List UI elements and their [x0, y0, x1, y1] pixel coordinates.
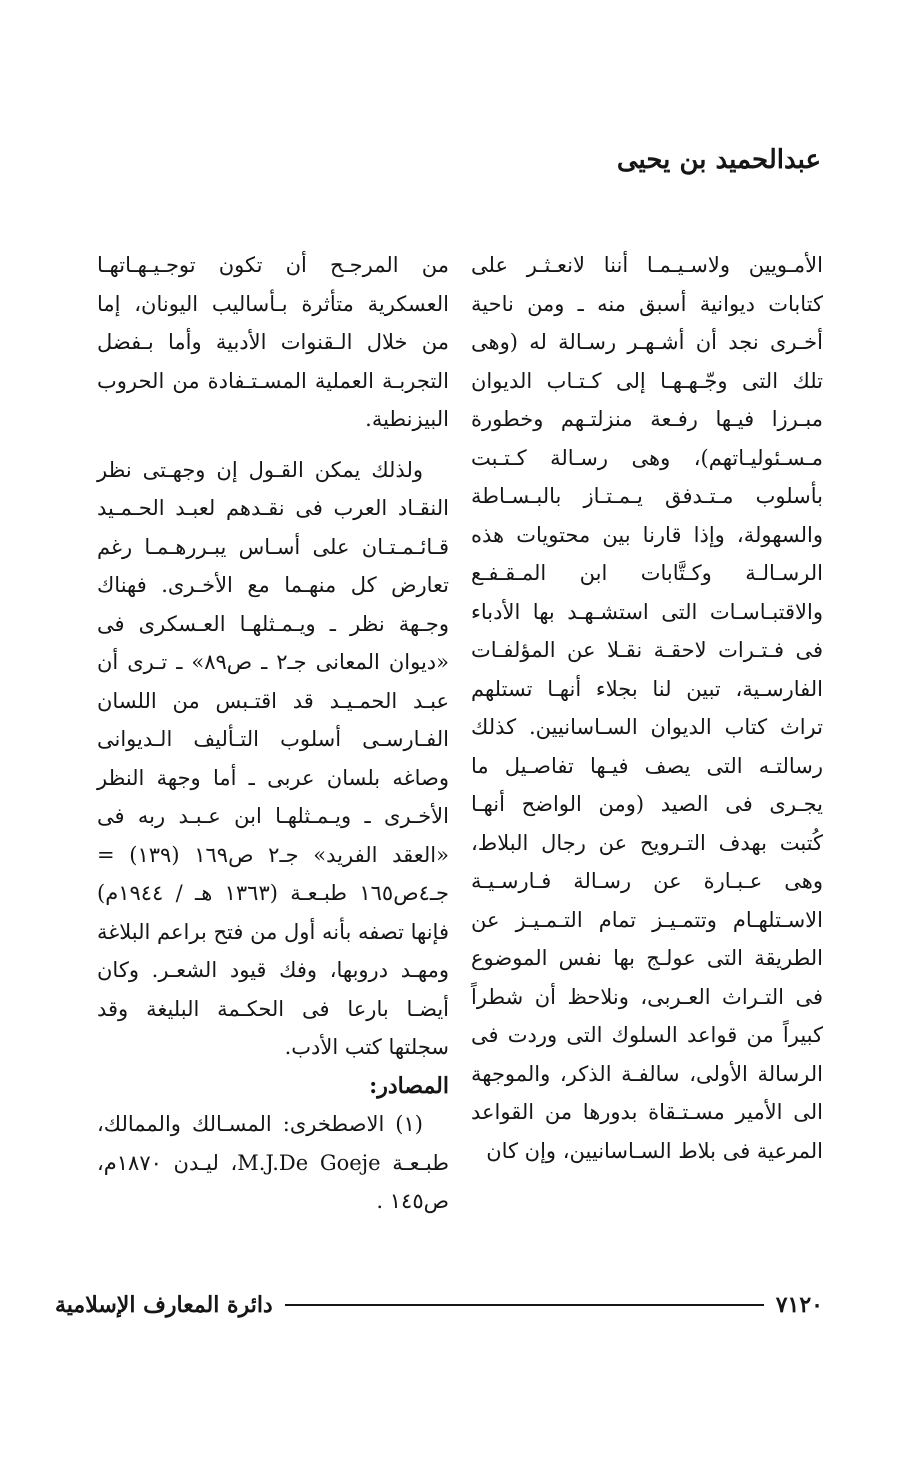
text-column-left — [97, 246, 449, 1221]
source-item: (١) الاصطخرى: المسـالك والممالك، طبـعـة M.J.De Goeje، ليـدن ١٨٧٠م، ص١٤٥ . — [97, 1112, 449, 1213]
page-footer — [55, 1287, 823, 1323]
sources-heading: المصادر: — [369, 1072, 449, 1099]
body-paragraph: الأمـويين ولاسـيـمـا أننا لانعـثـر على كتابات ديوانية أسبق منه ـ ومن ناحية أخـرى نجد أن أشـهـر رسـالة له (وهى تلك التى وجّـهـهـا إلى كـتـاب الديوان مبـرزا فيـها رفـعة منزلتـهم وخطورة مـسـئوليـاتهم)، وهى رسـالة كـتـبت بأسلوب مـتـدفق يـمـتـاز بالبـسـاطة والسهولة، وإذا قارنا بين محتويات هذه الرسـالـة وكـتَّابات ابن المـقـفـع والاقتبـاسـات التى استشـهـد بها الأدباء فى فـتـرات لاحقـة نقـلا عن المؤلفـات الفارسـية، تبين لنا بجلاء أنهـا تستلهم تراث كتاب الديوان السـاسانيين. كذلك رسالتـه التى يصف فيـها تفاصـيل ما يجـرى فى الصيد (ومن الواضح أنهـا كُتبت بهدف التـرويح عن رجال البلاط، وهى عـبـارة عن رسـالة فـارسـيـة الاسـتلهـام وتتمـيـز تمام التـمـيـز عن الطريقة التى عولـج بها نفس الموضوع فى التـراث العـربى، ونلاحظ أن شطراً كبيراً من قواعد السلوك التى وردت فى الرسالة الأولى، سالفـة الذكر، والموجهة الى الأمير مسـتـقاة بدورها من القواعد المرعية فى بلاط السـاسانيين، وإن كان — [471, 253, 823, 1163]
body-paragraph: ولذلك يمكن القـول إن وجهـتى نظر النقـاد العرب فى نقـدهم لعبـد الحـمـيد قـائـمـتـان على أسـاس يبـررهـمـا رغم تعارض كل منهـما مع الأخـرى. فهناك وجـهة نظر ـ ويـمـثلهـا العـسكرى فى «ديوان المعانى جـ٢ ـ ص٨٩» ـ تـرى أن عبـد الحمـيـد قد اقتـبس من اللسان الفـارسـى أسلوب التـأليف الـديوانى وصاغه بلسان عربى ـ أما وجهة النظر الأخـرى ـ ويـمـثلهـا ابن عـبـد ربه فى «العقد الفريد» جـ٢ ص١٦٩ (١٣٩) = جـ٤ص١٦٥ طبـعـة (١٣٦٣ هـ / ١٩٤٤م) فإنها تصفه بأنه أول من فتح براعم البلاغة ومهـد دروبها، وفك قيود الشعـر. وكان أيضـا بارعا فى الحكـمة البليغة وقد سجلتها كتب الأدب. — [97, 457, 450, 1059]
running-head-title: عبدالحميد بن يحيى — [616, 145, 821, 175]
encyclopedia-title: دائرة المعارف الإسلامية — [55, 1292, 273, 1318]
footer-rule — [285, 1304, 764, 1306]
page-number: ٧١٢٠ — [775, 1292, 823, 1318]
text-column-right — [471, 246, 823, 1170]
body-paragraph: من المرجـح أن تكون توجـيـهـاتهـا العسكرية متأثرة بـأساليب اليونان، إما من خلال الـقنوات الأدبية وأما بـفضل التجربـة العملية المسـتـفادة من الحروب البيزنطية. — [97, 253, 449, 431]
